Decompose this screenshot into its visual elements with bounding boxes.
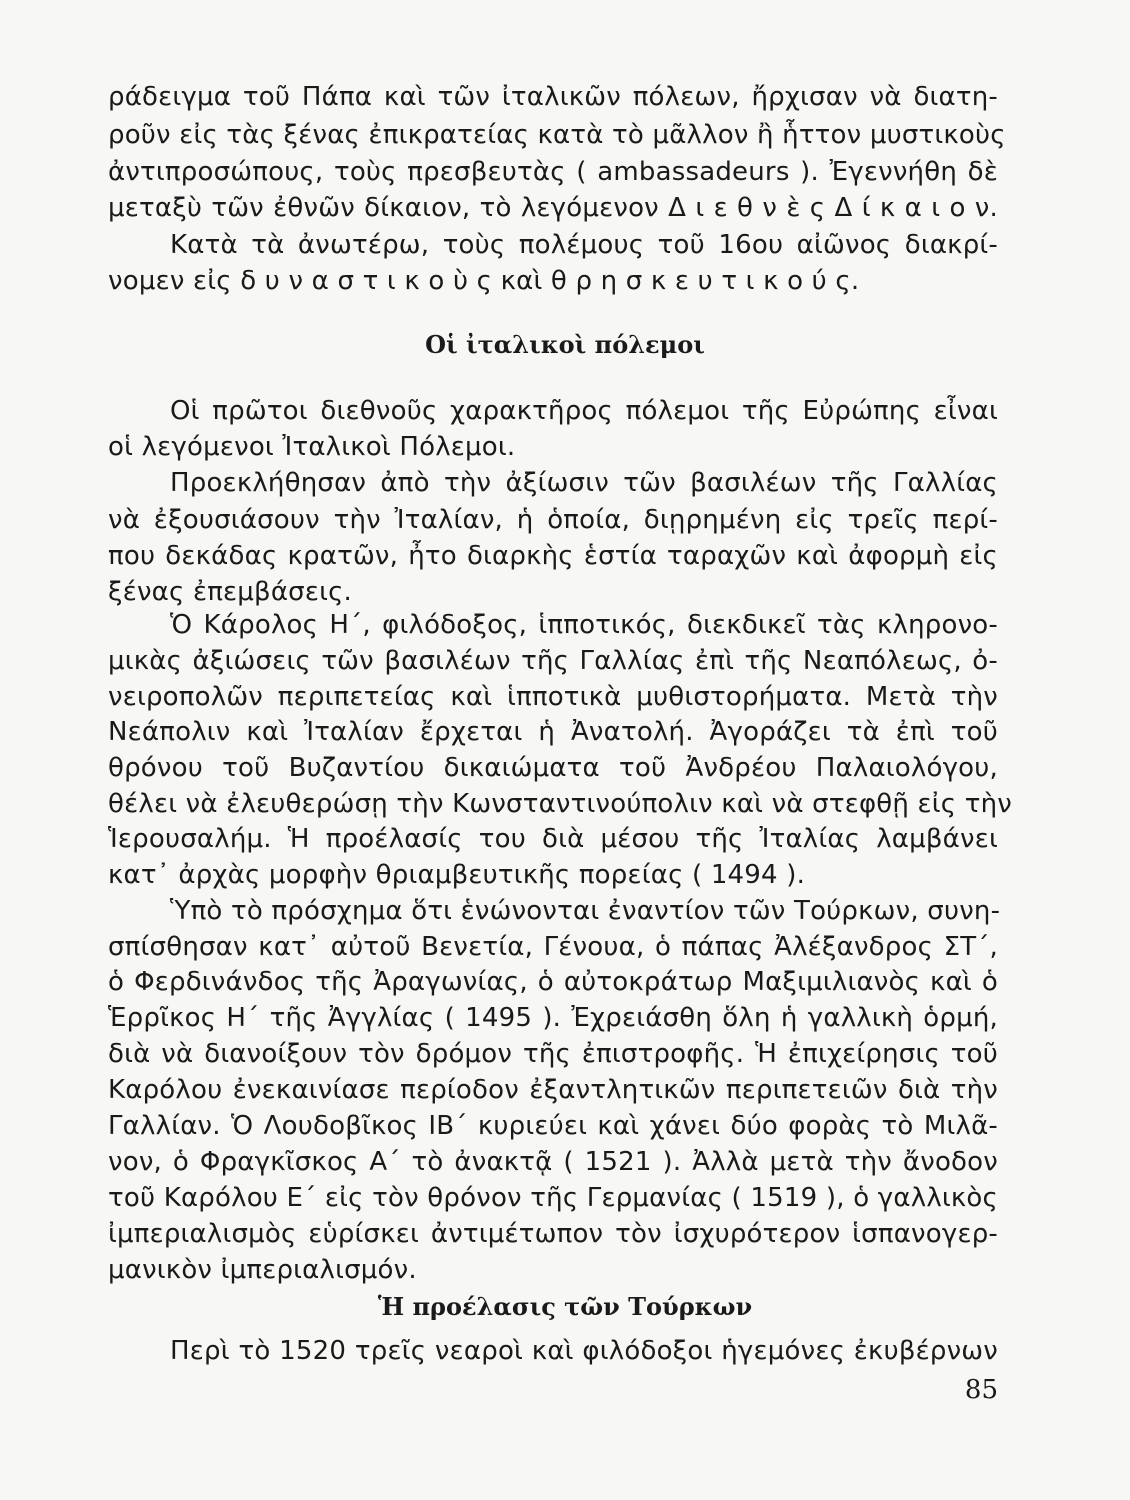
text-line: ἀντιπροσώπους, τοὺς πρεσβευτὰς ( ambassadeurs ). Ἐγεννήθη δὲ: [108, 157, 998, 187]
text-line: Οἱ πρῶτοι διεθνοῦς χαρακτῆρος πόλεμοι τῆς Εὐρώπης εἶναι: [170, 396, 998, 426]
text-line: Καρόλου ἐνεκαινίασε περίοδον ἐξαντλητικῶν περιπετειῶν διὰ τὴν: [108, 1075, 998, 1105]
section-heading: Ἡ προέλασις τῶν Τούρκων: [377, 1292, 753, 1321]
text-line: Ἱερουσαλήμ. Ἡ προέλασίς του διὰ μέσου τῆς Ἰταλίας λαμβάνει: [108, 824, 998, 854]
text-line: μικὰς ἀξιώσεις τῶν βασιλέων τῆς Γαλλίας ἐπὶ τῆς Νεαπόλεως, ὀ-: [108, 646, 998, 676]
text-line: νὰ ἐξουσιάσουν τὴν Ἰταλίαν, ἡ ὁποία, διῃρημένη εἰς τρεῖς περί-: [108, 505, 998, 535]
text-line: Ἑρρῖκος Η΄ τῆς Ἀγγλίας ( 1495 ). Ἐχρειάσθη ὅλη ἡ γαλλικὴ ὁρμή,: [108, 1003, 998, 1033]
page-number: 85: [964, 1375, 998, 1405]
text-line: Προεκλήθησαν ἀπὸ τὴν ἀξίωσιν τῶν βασιλέων τῆς Γαλλίας: [170, 468, 998, 498]
section-heading: Οἱ ἰταλικοὶ πόλεμοι: [425, 330, 705, 359]
text-line: νειροπολῶν περιπετείας καὶ ἱπποτικὰ μυθιστορήματα. Μετὰ τὴν: [108, 682, 998, 712]
text-line: Νεάπολιν καὶ Ἰταλίαν ἔρχεται ἡ Ἀνατολή. Ἀγοράζει τὰ ἐπὶ τοῦ: [108, 717, 998, 747]
text-line: μεταξὺ τῶν ἐθνῶν δίκαιον, τὸ λεγόμενον Δ ι ε θ ν ὲ ς Δ ί κ α ι ο ν.: [108, 193, 998, 223]
text-line: ξένας ἐπεμβάσεις.: [108, 577, 353, 607]
text-line: οἱ λεγόμενοι Ἰταλικοὶ Πόλεμοι.: [108, 432, 516, 462]
text-line: σπίσθησαν κατ᾽ αὐτοῦ Βενετία, Γένουα, ὁ πάπας Ἀλέξανδρος ΣΤ΄,: [108, 932, 998, 962]
text-line: Ὑπὸ τὸ πρόσχημα ὅτι ἑνώνονται ἐναντίον τῶν Τούρκων, συνη-: [170, 896, 1001, 926]
text-line: νομεν εἰς δ υ ν α σ τ ι κ ο ὺ ς καὶ θ ρ η σ κ ε υ τ ι κ ο ύ ς.: [108, 266, 860, 296]
text-line: νον, ὁ Φραγκῖσκος Α΄ τὸ ἀνακτᾷ ( 1521 ). Ἀλλὰ μετὰ τὴν ἄνοδον: [108, 1147, 998, 1177]
text-line: ὁ Φερδινάνδος τῆς Ἀραγωνίας, ὁ αὐτοκράτωρ Μαξιμιλιανὸς καὶ ὁ: [108, 967, 998, 997]
text-line: που δεκάδας κρατῶν, ἦτο διαρκὴς ἑστία ταραχῶν καὶ ἀφορμὴ εἰς: [108, 541, 998, 571]
text-line: Περὶ τὸ 1520 τρεῖς νεαροὶ καὶ φιλόδοξοι ἡγεμόνες ἐκυβέρνων: [170, 1336, 998, 1366]
text-line: Γαλλίαν. Ὁ Λουδοβῖκος ΙΒ΄ κυριεύει καὶ χάνει δύο φορὰς τὸ Μιλᾶ-: [108, 1111, 998, 1141]
text-line: τοῦ Καρόλου Ε΄ εἰς τὸν θρόνον τῆς Γερμανίας ( 1519 ), ὁ γαλλικὸς: [108, 1183, 998, 1213]
text-line: Ὁ Κάρολος Η΄, φιλόδοξος, ἱπποτικός, διεκδικεῖ τὰς κληρονο-: [170, 610, 998, 640]
text-line: κατ᾽ ἀρχὰς μορφὴν θριαμβευτικῆς πορείας ( 1494 ).: [108, 860, 806, 890]
text-line: ράδειγμα τοῦ Πάπα καὶ τῶν ἰταλικῶν πόλεων, ἤρχισαν νὰ διατη-: [108, 82, 998, 112]
text-line: Κατὰ τὰ ἀνωτέρω, τοὺς πολέμους τοῦ 16ου αἰῶνος διακρί-: [170, 230, 998, 260]
text-line: διὰ νὰ διανοίξουν τὸν δρόμον τῆς ἐπιστροφῆς. Ἡ ἐπιχείρησις τοῦ: [108, 1039, 998, 1069]
text-line: θρόνου τοῦ Βυζαντίου δικαιώματα τοῦ Ἀνδρέου Παλαιολόγου,: [108, 753, 998, 783]
text-line: μανικὸν ἰμπεριαλισμόν.: [108, 1255, 417, 1285]
text-line: ἰμπεριαλισμὸς εὑρίσκει ἀντιμέτωπον τὸν ἰσχυρότερον ἱσπανογερ-: [108, 1219, 998, 1249]
text-line: ροῦν εἰς τὰς ξένας ἐπικρατείας κατὰ τὸ μᾶλλον ἢ ἧττον μυστικοὺς: [108, 120, 1006, 150]
text-line: θέλει νὰ ἐλευθερώσῃ τὴν Κωνσταντινούπολιν καὶ νὰ στεφθῇ εἰς τὴν: [108, 789, 1012, 819]
